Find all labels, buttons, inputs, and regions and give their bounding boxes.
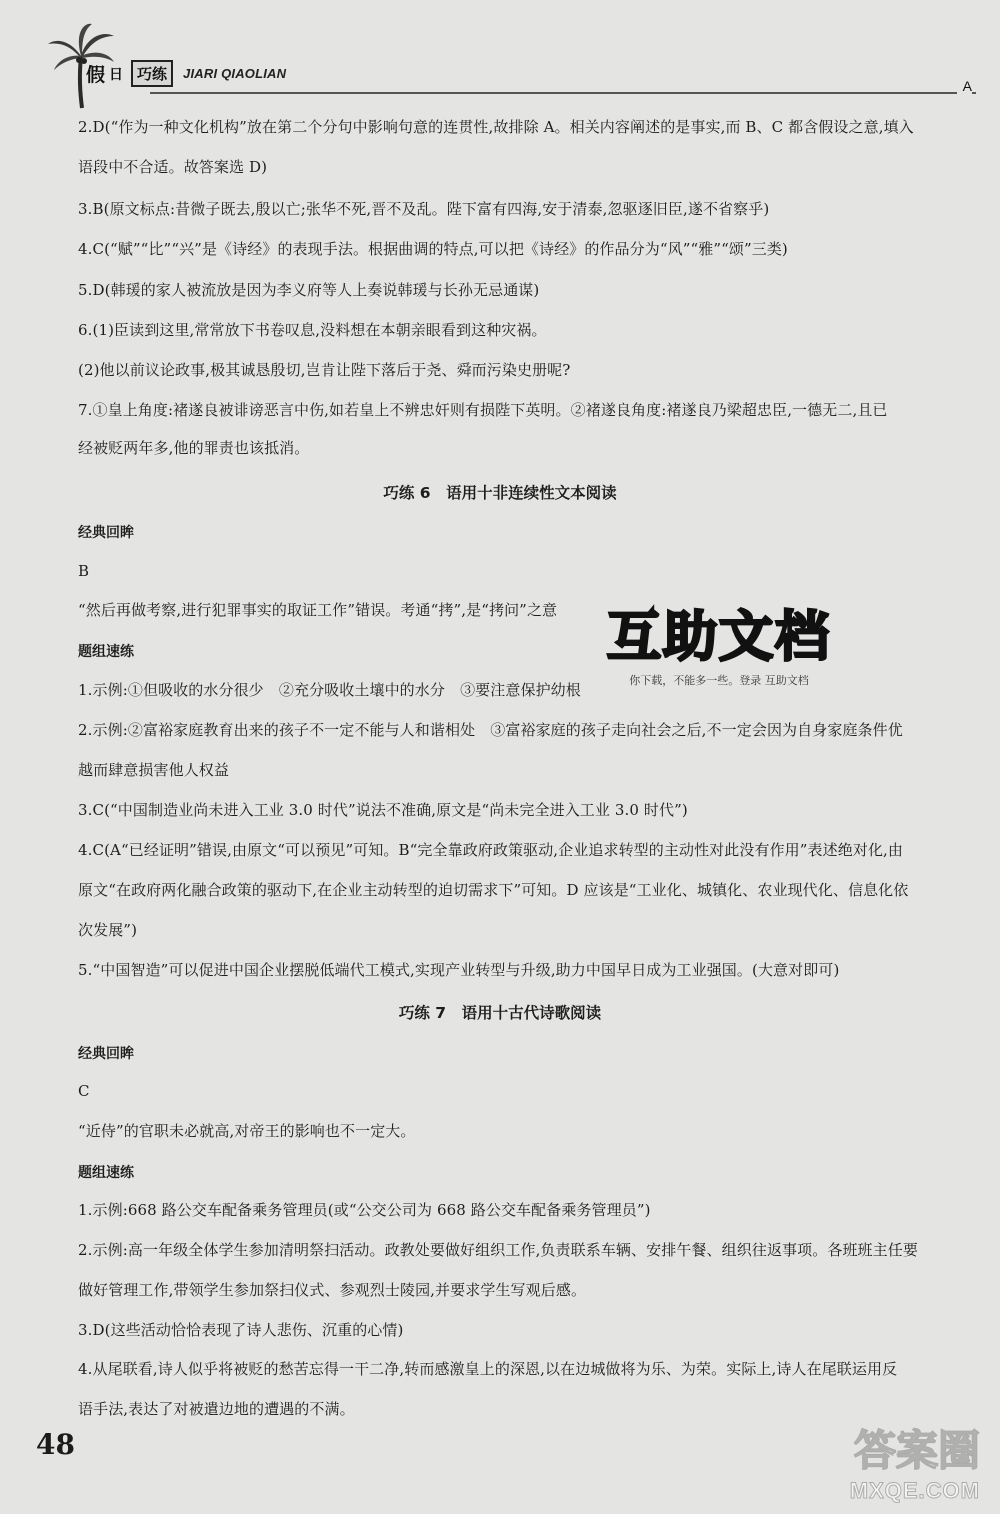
answer-line: 4.C(A“已经证明”错误,由原文“可以预见”可知。B“完全靠政府政策驱动,企业追求转型的主动性对此没有作用”表述绝对化,由 bbox=[78, 841, 904, 859]
answer-line: (2)他以前议论政事,极其诚恳殷切,岂肯让陛下落后于尧、舜而污染史册呢? bbox=[78, 361, 571, 379]
brand-latin: JIARI QIAOLIAN bbox=[183, 66, 287, 81]
answer-line: 4.从尾联看,诗人似乎将被贬的愁苦忘得一干二净,转而感激皇上的深恩,以在边城做将为乐、为荣。实际上,诗人在尾联运用反 bbox=[78, 1360, 898, 1378]
classic-answer: C bbox=[78, 1082, 90, 1100]
answer-line: 经被贬两年多,他的罪责也该抵消。 bbox=[78, 439, 310, 457]
brand-char: 日 bbox=[109, 66, 124, 83]
brand-boxed: 巧练 bbox=[131, 60, 173, 87]
answer-line: 语段中不合适。故答案选 D) bbox=[78, 158, 268, 176]
answer-line: 1.示例:668 路公交车配备乘务管理员(或“公交公司为 668 路公交车配备乘务管理员”) bbox=[78, 1201, 651, 1219]
brand-char: 假 bbox=[86, 64, 106, 86]
drill-heading: 题组速练 bbox=[78, 644, 134, 660]
answer-line: 语手法,表达了对被遣边地的遭遇的不满。 bbox=[78, 1400, 355, 1418]
corner-watermark-bottom: MXQE.COM bbox=[849, 1478, 980, 1503]
classic-answer: B bbox=[78, 562, 90, 580]
lesson-7-title: 巧练 7 语用十古代诗歌阅读 bbox=[398, 1004, 602, 1022]
classic-note: “近侍”的官职未必就高,对帝王的影响也不一定大。 bbox=[78, 1122, 416, 1140]
answer-line: 5.“中国智造”可以促进中国企业摆脱低端代工模式,实现产业转型与升级,助力中国早日成为工业强国。(大意对即可) bbox=[78, 961, 840, 979]
answer-line: 1.示例:①但吸收的水分很少 ②充分吸收土壤中的水分 ③要注意保护幼根 bbox=[78, 681, 581, 699]
classic-review-heading: 经典回眸 bbox=[78, 525, 134, 541]
answer-line: 3.D(这些活动恰恰表现了诗人悲伤、沉重的心情) bbox=[78, 1321, 404, 1339]
header-rule bbox=[150, 92, 976, 94]
edition-label: A bbox=[957, 78, 972, 94]
page-number: 48 bbox=[36, 1428, 75, 1461]
answer-line: 越而肆意损害他人权益 bbox=[78, 761, 230, 779]
answer-line: 3.C(“中国制造业尚未进入工业 3.0 时代”说法不准确,原文是“尚未完全进入工业 3.0 时代”) bbox=[78, 801, 688, 819]
answer-line: 5.D(韩瑗的家人被流放是因为李义府等人上奏说韩瑗与长孙无忌通谋) bbox=[78, 281, 540, 299]
answer-line: 原文“在政府两化融合政策的驱动下,在企业主动转型的迫切需求下”可知。D 应该是“工业化、城镇化、农业现代化、信息化依 bbox=[78, 881, 909, 899]
answer-line: 次发展”) bbox=[78, 921, 138, 939]
classic-note: “然后再做考察,进行犯罪事实的取证工作”错误。考通“拷”,是“拷问”之意 bbox=[78, 601, 558, 619]
drill-heading: 题组速练 bbox=[78, 1165, 134, 1181]
lesson-6-title: 巧练 6 语用十非连续性文本阅读 bbox=[383, 484, 617, 502]
answer-line: 2.D(“作为一种文化机构”放在第二个分句中影响句意的连贯性,故排除 A。相关内容阐述的是事实,而 B、C 都含假设之意,填入 bbox=[78, 118, 914, 136]
answer-line: 7.①皇上角度:褚遂良被诽谤恶言中伤,如若皇上不辨忠奸则有损陛下英明。②褚遂良角度:褚遂良乃梁超忠臣,一德无二,且已 bbox=[78, 401, 888, 419]
brand-logo bbox=[86, 60, 286, 87]
answer-line: 3.B(原文标点:昔微子既去,殷以亡;张华不死,晋不及乱。陛下富有四海,安于清泰,忽驱逐旧臣,遂不省察乎) bbox=[78, 200, 770, 218]
answer-line: 做好管理工作,带领学生参加祭扫仪式、参观烈士陵园,并要求学生写观后感。 bbox=[78, 1281, 587, 1299]
classic-review-heading: 经典回眸 bbox=[78, 1046, 134, 1062]
answer-line: 2.示例:②富裕家庭教育出来的孩子不一定不能与人和谐相处 ③富裕家庭的孩子走向社会之后,不一定会因为自身家庭条件优 bbox=[78, 721, 903, 739]
answer-line: 2.示例:高一年级全体学生参加清明祭扫活动。政教处要做好组织工作,负责联系车辆、安排午餐、组织往返事项。各班班主任要 bbox=[78, 1241, 918, 1259]
corner-watermark bbox=[770, 1418, 980, 1508]
corner-watermark-top: 答案圈 bbox=[853, 1426, 980, 1475]
answer-line: 6.(1)臣读到这里,常常放下书卷叹息,没料想在本朝亲眼看到这种灾祸。 bbox=[78, 321, 547, 339]
answer-line: 4.C(“赋”“比”“兴”是《诗经》的表现手法。根据曲调的特点,可以把《诗经》的作品分为“风”“雅”“颂”三类) bbox=[78, 240, 788, 258]
watermark-stamp bbox=[590, 606, 848, 686]
header bbox=[0, 0, 1000, 110]
watermark-caption: 你下载，不能多一些。登录 互助文档 bbox=[629, 674, 809, 687]
watermark-title: 互助文档 bbox=[607, 605, 831, 668]
